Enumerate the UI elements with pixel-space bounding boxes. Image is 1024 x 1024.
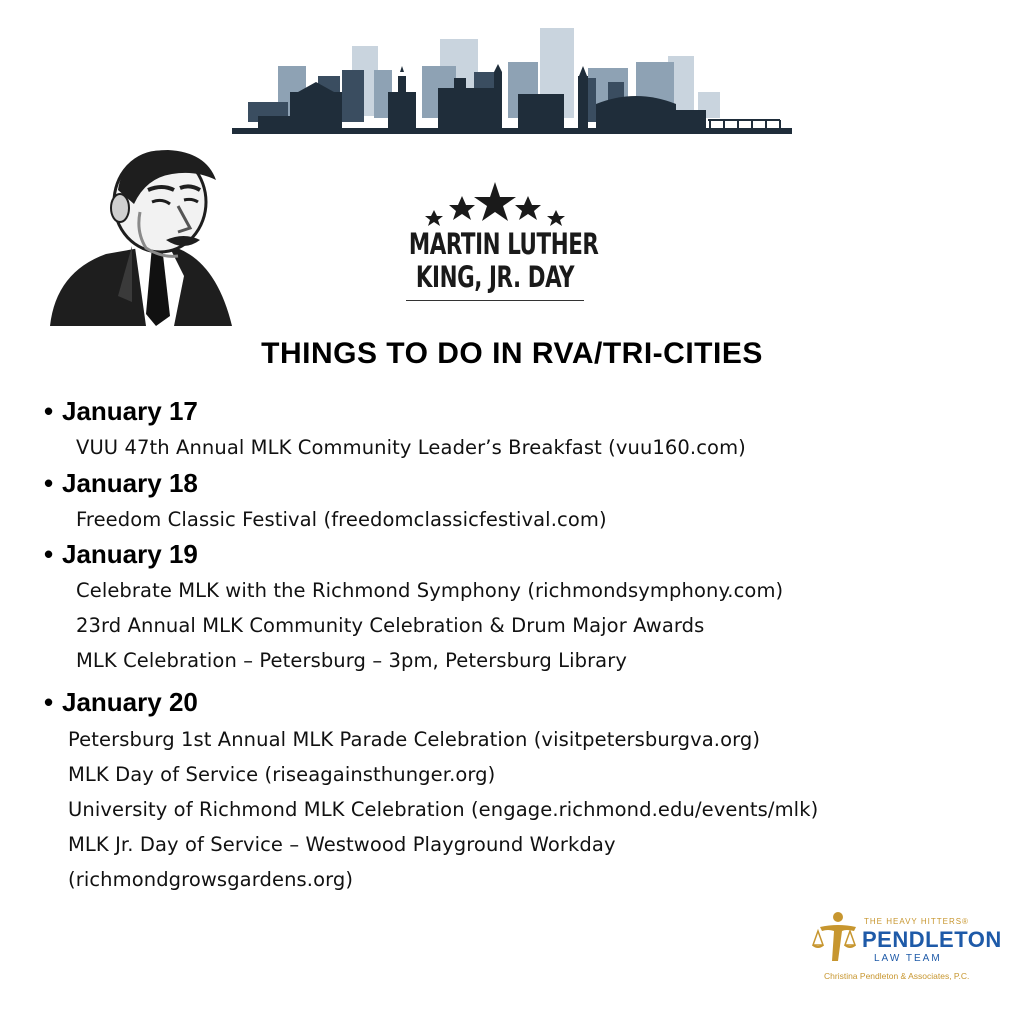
date-label: January 18 xyxy=(62,468,198,498)
city-skyline-illustration xyxy=(228,22,796,142)
pendleton-law-team-logo xyxy=(812,905,1002,987)
holiday-title-line-1: MARTIN LUTHER xyxy=(408,227,599,261)
logo-subtitle: LAW TEAM xyxy=(874,953,942,964)
event-item: MLK Celebration – Petersburg – 3pm, Petersburg Library xyxy=(76,649,627,672)
date-heading-january-20 xyxy=(44,687,198,718)
event-item: University of Richmond MLK Celebration (engage.richmond.edu/events/mlk) xyxy=(68,798,819,821)
logo-firm-name: Christina Pendleton & Associates, P.C. xyxy=(824,971,970,981)
event-item: (richmondgrowsgardens.org) xyxy=(68,868,354,891)
page-headline: THINGS TO DO IN RVA/TRI-CITIES xyxy=(261,337,763,370)
date-heading-january-18 xyxy=(44,468,198,499)
date-label: January 19 xyxy=(62,539,198,569)
event-item: 23rd Annual MLK Community Celebration & Drum Major Awards xyxy=(76,614,705,637)
event-item: Petersburg 1st Annual MLK Parade Celebration (visitpetersburgva.org) xyxy=(68,728,761,751)
logo-name: PENDLETON xyxy=(862,927,1002,952)
date-label: January 17 xyxy=(62,396,198,426)
mlk-portrait-illustration xyxy=(48,150,236,328)
event-item: Celebrate MLK with the Richmond Symphony (richmondsymphony.com) xyxy=(76,579,784,602)
logo-tagline: THE HEAVY HITTERS® xyxy=(864,917,969,926)
event-item: MLK Day of Service (riseagainsthunger.org) xyxy=(68,763,496,786)
bullet-icon: • xyxy=(44,687,54,717)
bullet-icon: • xyxy=(44,396,54,426)
bullet-icon: • xyxy=(44,468,54,498)
date-heading-january-19 xyxy=(44,539,198,570)
scales-of-justice-figure-icon xyxy=(812,909,858,969)
holiday-title-line-2: KING, JR. DAY xyxy=(415,260,575,294)
date-heading-january-17 xyxy=(44,396,198,427)
holiday-title-badge xyxy=(390,180,600,322)
title-underline-divider xyxy=(406,300,584,301)
date-label: January 20 xyxy=(62,687,198,717)
star-row-icon xyxy=(420,180,570,228)
event-item: Freedom Classic Festival (freedomclassicfestival.com) xyxy=(76,508,607,531)
bullet-icon: • xyxy=(44,539,54,569)
event-item: VUU 47th Annual MLK Community Leader’s Breakfast (vuu160.com) xyxy=(76,436,746,459)
event-item: MLK Jr. Day of Service – Westwood Playground Workday xyxy=(68,833,616,856)
